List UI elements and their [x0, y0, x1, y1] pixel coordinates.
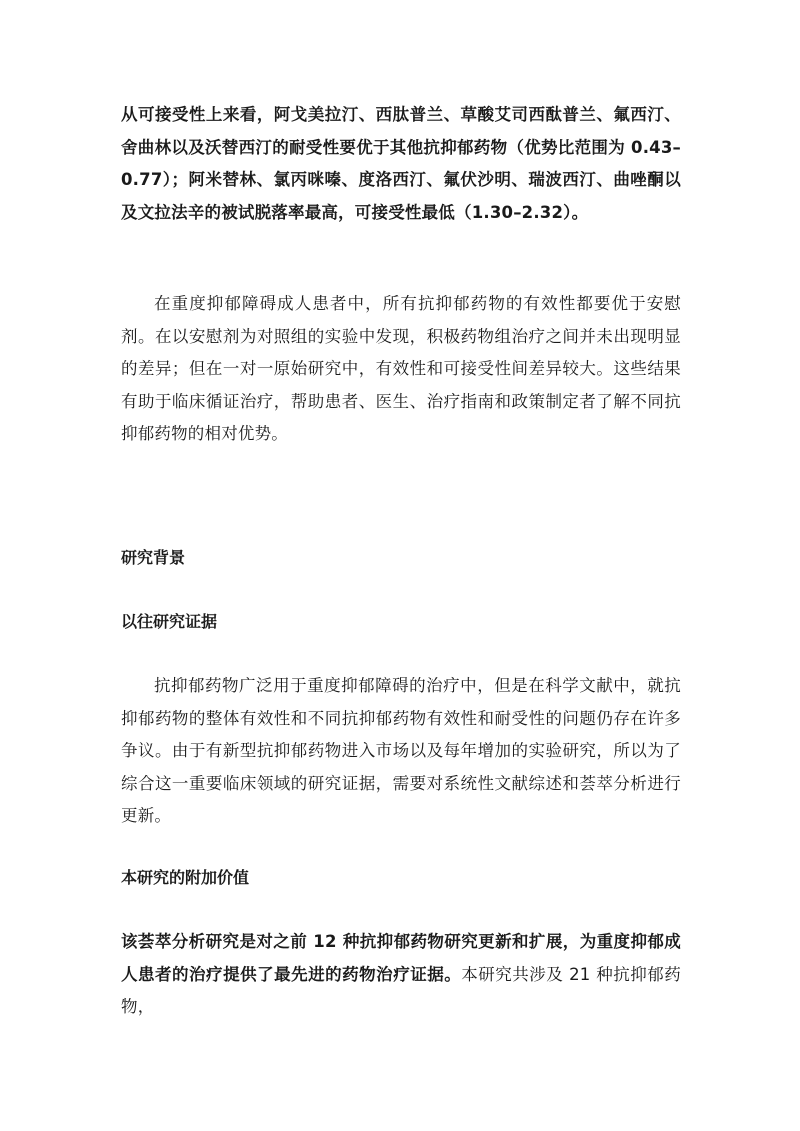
added-value-paragraph	[121, 926, 681, 1024]
section-heading-background: 研究背景	[121, 548, 186, 567]
prior-evidence-paragraph: 抗抑郁药物广泛用于重度抑郁障碍的治疗中，但是在科学文献中，就抗抑郁药物的整体有效性和不同抗抑郁药物有效性和耐受性的问题仍存在许多争议。由于有新型抗抑郁药物进入市场以及每年增加的实验研究，所以为了综合这一重要临床领域的研究证据，需要对系统性文献综述和荟萃分析进行更新。	[121, 676, 681, 825]
section-heading-added-value: 本研究的附加价值	[121, 868, 250, 887]
section-heading-prior-evidence: 以往研究证据	[121, 612, 218, 631]
efficacy-summary-paragraph: 在重度抑郁障碍成人患者中，所有抗抑郁药物的有效性都要优于安慰剂。在以安慰剂为对照组的实验中发现，积极药物组治疗之间并未出现明显的差异；但在一对一原始研究中，有效性和可接受性间差异较大。这些结果有助于临床循证治疗，帮助患者、医生、治疗指南和政策制定者了解不同抗抑郁药物的相对优势。	[121, 294, 681, 443]
acceptability-paragraph: 从可接受性上来看，阿戈美拉汀、西肽普兰、草酸艾司西酞普兰、氟西汀、舍曲林以及沃替西汀的耐受性要优于其他抗抑郁药物（优势比范围为 0.43–0.77）；阿米替林、氯丙咪嗪、度洛西汀、氟伏沙明、瑞波西汀、曲唑酮以及文拉法辛的被试脱落率最高，可接受性最低（1.30–2.32）。	[121, 105, 681, 222]
added-value-text: 本研究共涉及 21 种抗抑郁药物，	[121, 964, 681, 1016]
added-value-bold-text: 该荟萃分析研究是对之前 12 种抗抑郁药物研究更新和扩展，为重度抑郁成人患者的治疗提供了最先进的药物治疗证据。	[121, 932, 681, 984]
